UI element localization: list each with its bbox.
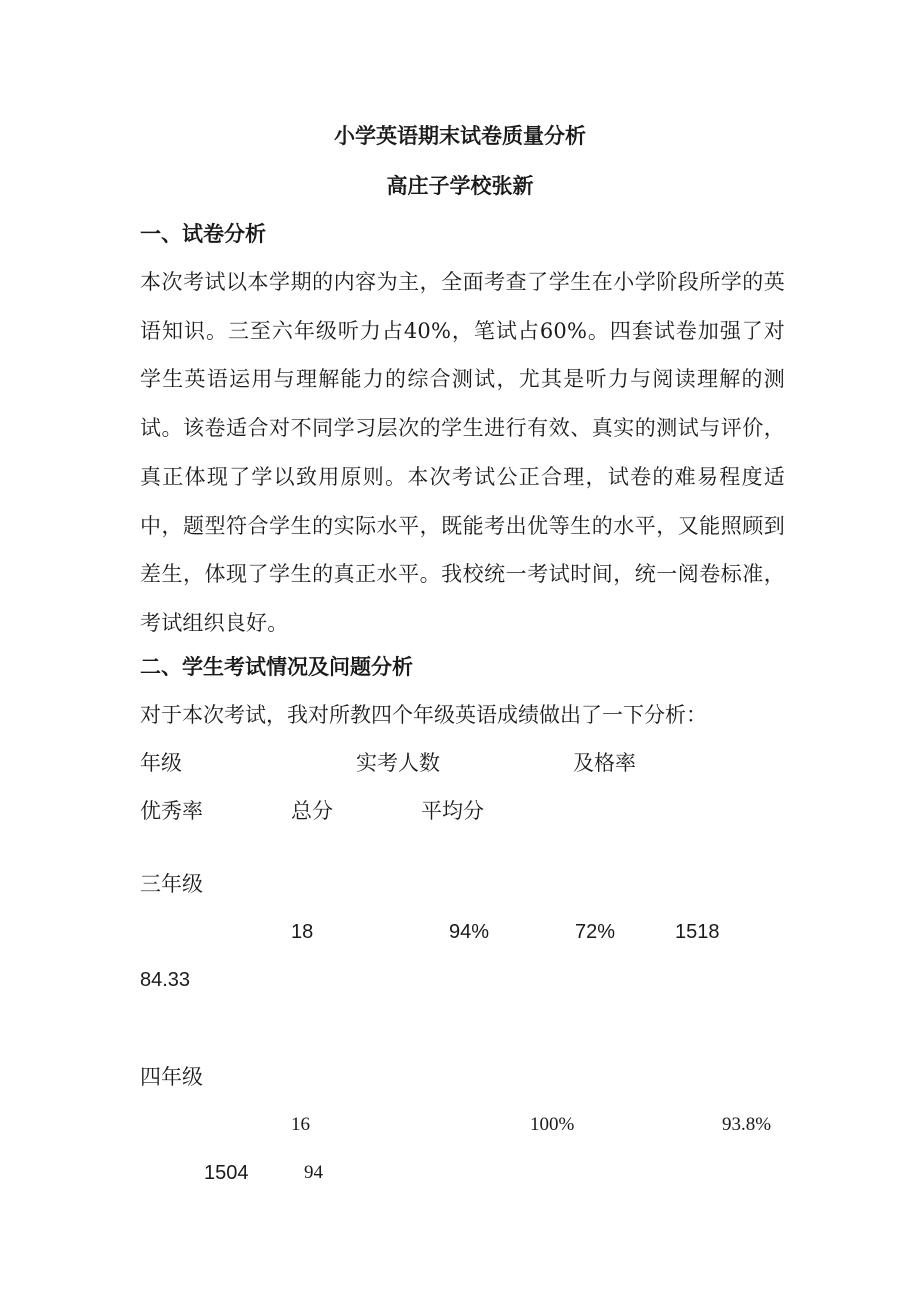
row-grade4-pass-rate: 100% [530,1114,575,1135]
row-grade4-average: 94 [304,1162,323,1183]
row-grade3-total: 1518 [675,921,720,943]
analysis-intro: 对于本次考试，我对所教四个年级英语成绩做出了一下分析： [140,703,707,727]
author-line: 高庄子学校张新 [386,174,534,198]
row-grade3-grade: 三年级 [140,872,203,896]
row-grade4-grade: 四年级 [140,1065,203,1089]
row-grade4-total: 1504 [204,1162,249,1184]
column-header-examinees: 实考人数 [356,751,440,775]
column-header-pass-rate: 及格率 [573,751,636,775]
paper-analysis-paragraph: 本次考试以本学期的内容为主，全面考查了学生在小学阶段所学的英语知识。三至六年级听力占40%，笔试占60%。四套试卷加强了对学生英语运用与理解能力的综合测试，尤其是听力与阅读理解的测试。该卷适合对不同学习层次的学生进行有效、真实的测试与评价，真正体现了学以致用原则。本次考试公正合理，试卷的难易程度适中，题型符合学生的实际水平，既能考出优等生的水平，又能照顾到差生，体现了学生的真正水平。我校统一考试时间，统一阅卷标准，考试组织良好。 [140,270,785,635]
row-grade4-excellent-rate: 93.8% [722,1114,772,1135]
section-heading-paper-analysis: 一、试卷分析 [140,222,266,246]
row-grade3-average: 84.33 [140,969,191,991]
column-header-excellent-rate: 优秀率 [140,799,203,823]
column-header-grade: 年级 [140,751,182,775]
column-header-average: 平均分 [421,799,484,823]
row-grade3-excellent-rate: 72% [575,921,616,943]
section-heading-student-analysis: 二、学生考试情况及问题分析 [140,655,413,679]
column-header-total: 总分 [291,799,333,823]
document-title: 小学英语期末试卷质量分析 [334,124,586,148]
row-grade3-examinees: 18 [291,921,314,943]
row-grade3-pass-rate: 94% [449,921,490,943]
row-grade4-examinees: 16 [291,1114,310,1135]
